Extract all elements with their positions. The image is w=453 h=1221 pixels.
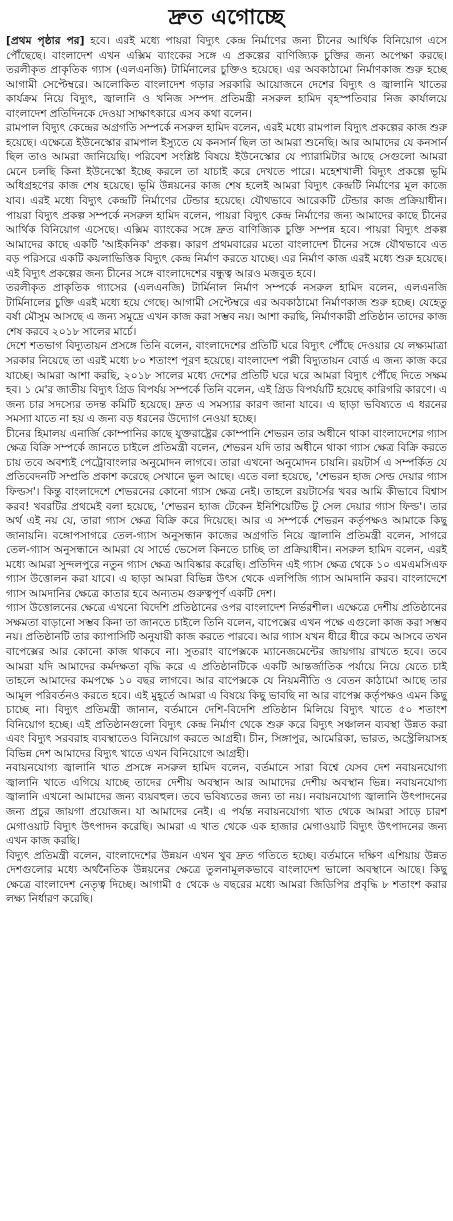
paragraph-chevron: চীনের হিমালয় এনার্জি কোম্পানির কাছে যুক্তরাষ্ট্রের কোম্পানি শেভরন তার অধীনে থাকা বাংলাদেশের গ্যাস ক্ষেত্র বিক্রি সম্পর্কে জানতে চাইলে প্রতিমন্ত্রী বলেন, শেভরন যদি তার অধীনে থাকা গ্যাস ক্ষেত্র বিক্রি করতে চায় তবে অবশ্যই পেট্রোবাংলার অনুমোদন লাগবে। তারা এখনো অনুমোদন চায়নি। রয়টার্স এ সম্পর্কিত যে প্রতিবেদনটি সম্প্রতি প্রকাশ করেছে সেখানে ভুল আছে। এতে বলা হয়েছে, 'শেভরন হাজ সেল্ড দেয়ার গ্যাস ফিল্ডস'। কিন্তু বাংলাদেশে শেভরনের কোনো গ্যাস ক্ষেত্র নেই। তাহলে রয়টার্সের খবর আমি কীভাবে বিশ্বাস করব! খবরটির প্রথমেই বলা হয়েছে, 'শেভরন হ্যাজ টেকেন ইনিশিয়েটিভ টু সেল দেয়ার গ্যাস ফিল্ড'। তার অর্থ এই নয় যে, তারা গ্যাস ক্ষেত্র বিক্রি করে দিয়েছে। আর এ সম্পর্কে শেভরন কর্তৃপক্ষও আমাকে কিছু জানায়নি। বঙ্গোপসাগরে তেল-গ্যাস অনুসন্ধান কাজের অগ্রগতি নিয়ে জ্বালানি প্রতিমন্ত্রী বলেন, সাগরে তেল-গ্যাস অনুসন্ধানে আমরা যে সার্ভে ভেসেল কিনতে চাচ্ছি তা প্রক্রিয়াধীন। নসরুল হামিদ বলেন, এরই মধ্যে আমরা সুন্দলপুরে নতুন গ্যাস ক্ষেত্র আবিষ্কার করেছি। প্রতিদিন এই গ্যাস ক্ষেত্র থেকে ১০ এমএমসিএফ গ্যাস উত্তোলন করা যাবে। এ ছাড়া আমরা বিভিন্ন উৎস থেকে এলপিজি গ্যাস আমদানি করব। বাংলাদেশে গ্যাস আমদানির ক্ষেত্রে কাতার হবে অন্যতম গুরুত্বপূর্ণ একটি দেশ। — [6, 427, 447, 600]
paragraph-rampal: রামপাল বিদ্যুৎ কেন্দ্রের অগ্রগতি সম্পর্কে নসরুল হামিদ বলেন, এরই মধ্যে রামপাল বিদ্যুৎ প্রকল্পের কাজ শুরু হয়েছে। এক্ষেত্রে ইউনেস্কোর রামপাল ইস্যুতে যে কনসার্ন ছিল তা আমরা শুনেছি। আর আমাদের যে কনসার্ন ছিল তাও আমরা জানিয়েছি। পরিবেশ সংশ্লিষ্ট বিষয়ে ইউনেস্কোর যে প্যারামিটার আছে সেগুলো আমরা মেনে চলছি কিনা ইউনেস্কো ইচ্ছে করলে তা যাচাই করে দেখতে পারে। মহেশখালী বিদ্যুৎ প্রকল্পে ভূমি অধিগ্রহণের কাজ শেষ হয়েছে। ভূমি উন্নয়নের কাজ শেষ হলেই আমরা বিদ্যুৎ কেন্দ্রটি নির্মাণের মূল কাজে যাব। এরই মধ্যে বিদ্যুৎ কেন্দ্রটি নির্মাণের টেন্ডার হয়েছে। যৌথভাবে আরেকটি টেন্ডার কাজ প্রক্রিয়াধীন। পায়রা বিদ্যুৎ প্রকল্প সম্পর্কে নসরুল হামিদ বলেন, পায়রা বিদ্যুৎ কেন্দ্র নির্মাণের জন্য আমাদের কাছে চীনের আর্থিক বিনিয়োগ এসেছে। এক্সিম ব্যাংকের সঙ্গে দ্রুত বাণিজ্যিক চুক্তি সম্পন্ন হবে। পায়রা বিদ্যুৎ প্রকল্প আমাদের কাছে একটি 'আইকনিক' প্রকল্প। কারণ প্রথমবারের মতো বাংলাদেশ চীনের সঙ্গে যৌথভাবে এত বড় পরিসরে একটি কয়লাভিত্তিক বিদ্যুৎ কেন্দ্র নির্মাণ করতে যাচ্ছে। এর নির্মাণ কাজ এরই মধ্যে শুরু হয়েছে। এই বিদ্যুৎ প্রকল্পের জন্য চীনের সঙ্গে বাংলাদেশের বন্ধুত্ব আরও মজবুত হবে। — [6, 122, 447, 280]
paragraph-text: হবে। এরই মধ্যে পায়রা বিদ্যুৎ কেন্দ্র নির্মাণের জন্য চীনের আর্থিক বিনিয়োগ এসে পৌঁছেছে। বাংলাদেশ এখন এক্সিম ব্যাংকের সঙ্গে এ প্রকল্পের বাণিজ্যিক চুক্তির জন্য অপেক্ষা করছে। তরলীকৃত প্রাকৃতিক গ্যাস (এলএনজি) টার্মিনালের চুক্তিও হয়েছে। এর অবকাঠামো নির্মাণকাজ শুরু হচ্ছে আগামী সেপ্টেম্বরে। আলোকিত বাংলাদেশ গড়ার সরকারি আয়োজনে দেশের বিদ্যুৎ ও জ্বালানি খাতের কার্যক্রম নিয়ে বিদ্যুৎ, জ্বালানি ও খনিজ সম্পদ প্রতিমন্ত্রী নসরুল হামিদ বৃহস্পতিবার নিজ কার্যালয়ে বাংলাদেশ প্রতিদিনকে দেওয়া সাক্ষাৎকারে এসব কথা বলেন। — [6, 35, 447, 120]
paragraph-renewable: নবায়নযোগ্য জ্বালানি খাত প্রসঙ্গে নসরুল হামিদ বলেন, বর্তমানে সারা বিশ্বে যেসব দেশ নবায়নযোগ্য জ্বালানি খাতে এগিয়ে যাচ্ছে তাদের দেশীয় অবস্থান আর আমাদের দেশীয় অবস্থান ভিন্ন। নবায়নযোগ্য জ্বালানি এখনো আমাদের জন্য ব্যয়বহুল। তবে ভবিষ্যতের জন্য তা নয়। নবায়নযোগ্য জ্বালানি উৎপাদনের জন্য প্রচুর জায়গা প্রয়োজন। যা আমাদের নেই। এ পর্যন্ত নবায়নযোগ্য খাত থেকে আমরা সাড়ে চারশ মেগাওয়াট বিদ্যুৎ উৎপাদন করেছি। আমরা এ খাত থেকে এক হাজার মেগাওয়াট বিদ্যুৎ উৎপাদনের জন্য এখন কাজ করছি। — [6, 762, 447, 848]
paragraph-development: বিদ্যুৎ প্রতিমন্ত্রী বলেন, বাংলাদেশের উন্নয়ন এখন খুব দ্রুত গতিতে হচ্ছে। বর্তমানে দক্ষিণ এশিয়ায় উন্নত দেশগুলোর মধ্যে অর্থনৈতিক উন্নয়নের ক্ষেত্রে তুলনামূলকভাবে বাংলাদেশ ভালো অবস্থানে আছে। কিছু ক্ষেত্রে বাংলাদেশ নেতৃত্ব দিচ্ছে। আগামী ৫ থেকে ৬ বছরের মধ্যে আমরা জিডিপির প্রবৃদ্ধি ৮ শতাংশ করার লক্ষ্য নির্ধারণ করেছি। — [6, 849, 447, 906]
paragraph-electrification: দেশে শতভাগ বিদ্যুতায়ন প্রসঙ্গে তিনি বলেন, বাংলাদেশের প্রতিটি ঘরে বিদ্যুৎ পৌঁছে দেওয়ার যে লক্ষ্যমাত্রা সরকার নিয়েছে তা এরই মধ্যে ৮০ শতাংশ পূরণ হয়েছে। বাংলাদেশ পল্লী বিদ্যুতায়ন বোর্ড এ জন্য কাজ করে যাচ্ছে। আমরা আশা করছি, ২০১৮ সালের মধ্যে দেশের প্রতিটি ঘরে ঘরে আমরা বিদ্যুৎ পৌঁছে দিতে সক্ষম হব। ১ মে'র জাতীয় বিদ্যুৎ গ্রিড বিপর্যয় সম্পর্কে তিনি বলেন, এই গ্রিড বিপর্যয়টি হয়েছে কারিগরি কারণে। এ জন্য চার সদস্যের তদন্ত কমিটি হয়েছে। দ্রুত এ সমস্যার কারণ জানা যাবে। এ ছাড়া ভবিষ্যতে এ ধরনের সমস্যা যাতে না হয় এ জন্য বড় ধরনের উদ্যোগ নেওয়া হচ্ছে। — [6, 340, 447, 426]
article-body — [6, 34, 447, 907]
paragraph-lead — [6, 34, 447, 121]
headline: দ্রুত এগোচ্ছে — [168, 4, 285, 29]
paragraph-lng: তরলীকৃত প্রাকৃতিক গ্যাসের (এলএনজি) টার্মিনাল নির্মাণ সম্পর্কে নসরুল হামিদ বলেন, এলএনজি টার্মিনালের চুক্তি এরই মধ্যে হয়ে গেছে। আগামী সেপ্টেম্বরে এর অবকাঠামো নির্মাণকাজ শুরু হচ্ছে। যেহেতু বর্ষা মৌসুম আসছে এ জন্য সমুদ্রে এখন কাজ করা সম্ভব নয়। আশা করছি, নির্মাণকারী প্রতিষ্ঠান তাদের কাজ শেষ করবে ২০১৮ সালের মার্চে। — [6, 282, 447, 338]
lead-continuation-label: [প্রথম পৃষ্ঠার পর] — [6, 35, 85, 47]
paragraph-bapex: গ্যাস উত্তোলনের ক্ষেত্রে এখনো বিদেশি প্রতিষ্ঠানের ওপর বাংলাদেশ নির্ভরশীল। এক্ষেত্রে দেশীয় প্রতিষ্ঠানের সক্ষমতা বাড়ানো সম্ভব কিনা তা জানতে চাইলে তিনি বলেন, বাপেক্সের এখন পক্ষে এগুলো কাজ করা সম্ভব নয়। প্রতিষ্ঠানটি তার ক্যাপাসিটি অনুযায়ী কাজ করতে পারবে। আর গ্যাস যখন ধীরে ধীরে কমে আসবে তখন বাপেক্সের আর কোনো কাজ থাকবে না। সুতরাং বাপেক্সকে ম্যানেজমেন্টের জায়গায় রাখতে হবে। তবে আমরা যদি আমাদের কর্মদক্ষতা বৃদ্ধি করে এ প্রতিষ্ঠানটিকে একটি আন্তর্জাতিক পর্যায়ে নিয়ে যেতে চাই তাহলে আমাদের কমপক্ষে ১০ বছর লাগবে। আর বাপেক্সকে যে নিয়মনীতি ও বেতন কাঠামো আছে তার আমূল পরিবর্তনও করতে হবে। এই মুহূর্তে আমরা এ বিষয়ে কিছু ভাবছি না আর বাপেক্স কর্তৃপক্ষও এমন কিছু চাচ্ছে না। বিদ্যুৎ প্রতিমন্ত্রী জানান, বর্তমানে দেশি-বিদেশি প্রতিষ্ঠান মিলিয়ে বিদ্যুৎ খাতে ৫০ শতাংশ বিনিয়োগ হচ্ছে। এই প্রতিষ্ঠানগুলো বিদ্যুৎ কেন্দ্র নির্মাণ থেকে শুরু করে বিদ্যুৎ সঞ্চালন ব্যবস্থা উন্নত করা এবং বিদ্যুৎ সরবরাহ ব্যবস্থাতেও বিনিয়োগ করতে আগ্রহী। চীন, সিঙ্গাপুর, আমেরিকা, ভারত, অস্ট্রেলিয়াসহ বিভিন্ন দেশ আমাদের বিদ্যুৎ খাতে এখন বিনিয়োগে আগ্রহী। — [6, 602, 447, 760]
